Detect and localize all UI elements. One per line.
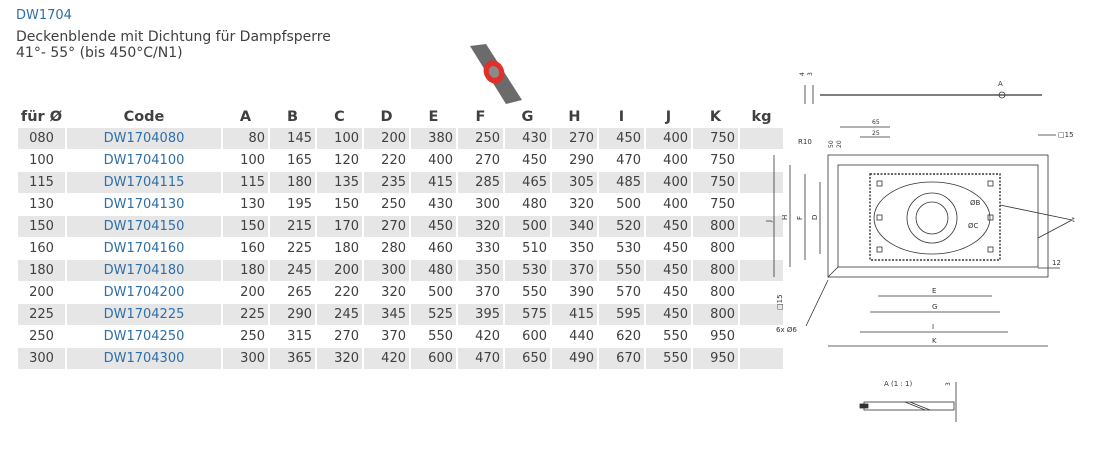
cell-a: 180 [223, 260, 268, 281]
col-header-k: K [709, 109, 722, 125]
cell-f: 320 [458, 216, 503, 237]
cell-b: 290 [270, 304, 315, 325]
cell-diameter: 150 [18, 216, 65, 237]
cell-j: 400 [646, 172, 691, 193]
cell-f: 350 [458, 260, 503, 281]
cell-code[interactable]: DW1704225 [67, 304, 221, 325]
cell-b: 145 [270, 128, 315, 149]
cell-k: 800 [693, 260, 738, 281]
label-d: D [811, 214, 819, 220]
label-dim-65: 65 [872, 119, 880, 126]
col-header-j: J [665, 109, 672, 125]
table-row [18, 150, 783, 171]
cell-k: 800 [693, 304, 738, 325]
cell-diameter: 160 [29, 241, 54, 256]
cell-g: 575 [505, 304, 550, 325]
cell-e: 380 [411, 128, 456, 149]
cell-j: 550 [646, 348, 691, 369]
cell-a: 130 [240, 197, 265, 212]
label-g: G [932, 303, 938, 311]
cell-b: 265 [287, 285, 312, 300]
table-row [18, 128, 783, 149]
mount-hole-6 [988, 247, 993, 252]
cell-d: 220 [381, 153, 406, 168]
label-sq15-top: □15 [1058, 131, 1074, 139]
product-image [466, 44, 524, 104]
col-header-e: E [428, 109, 439, 125]
cell-i: 470 [616, 153, 641, 168]
cell-diameter: 200 [29, 285, 54, 300]
cell-f: 420 [475, 329, 500, 344]
cell-c: 180 [334, 241, 359, 256]
col-header-f: F [475, 109, 486, 125]
cell-e: 460 [428, 241, 453, 256]
cell-code[interactable]: DW1704160 [103, 241, 185, 256]
cell-e: 500 [428, 285, 453, 300]
table-row [18, 194, 783, 215]
leader-t-2 [1038, 220, 1072, 238]
label-dim-50: 50 [828, 140, 835, 148]
cell-d: 235 [364, 172, 409, 193]
cell-i: 550 [599, 260, 644, 281]
table-header-row [18, 107, 783, 127]
cell-d: 270 [364, 216, 409, 237]
cell-e: 430 [428, 197, 453, 212]
cell-b: 315 [287, 329, 312, 344]
product-description [16, 29, 331, 61]
cell-i: 670 [599, 348, 644, 369]
description-line-1: Deckenblende mit Dichtung für Dampfsperre [16, 29, 331, 45]
cell-i: 450 [599, 128, 644, 149]
label-c: ØC [968, 222, 979, 230]
cell-b: 225 [287, 241, 312, 256]
cell-e: 480 [411, 260, 456, 281]
cell-d: 370 [381, 329, 406, 344]
cell-j: 450 [646, 260, 691, 281]
label-dim-4: 4 [799, 72, 806, 76]
cell-h: 390 [569, 285, 594, 300]
cell-j: 450 [663, 285, 688, 300]
table-row [18, 260, 783, 281]
cell-h: 490 [552, 348, 597, 369]
cell-diameter: 130 [29, 197, 54, 212]
cell-a: 225 [223, 304, 268, 325]
cell-h: 440 [569, 329, 594, 344]
cell-b: 165 [287, 153, 312, 168]
cell-h: 290 [569, 153, 594, 168]
table-row [18, 326, 783, 347]
cell-code[interactable]: DW1704130 [103, 197, 185, 212]
cell-f: 285 [458, 172, 503, 193]
cell-c: 150 [334, 197, 359, 212]
detail-end [860, 404, 868, 408]
cell-k: 750 [693, 128, 738, 149]
cell-f: 395 [458, 304, 503, 325]
cell-a: 80 [223, 128, 268, 149]
cell-d: 300 [364, 260, 409, 281]
label-holes: 6x Ø6 [776, 326, 797, 334]
label-e: E [932, 287, 937, 295]
col-header-h: H [568, 109, 581, 125]
table-row [18, 348, 783, 369]
cell-g: 600 [522, 329, 547, 344]
table-row [18, 172, 783, 193]
cell-e: 415 [411, 172, 456, 193]
cell-code[interactable]: DW1704250 [103, 329, 185, 344]
label-dim-12: 12 [1052, 259, 1061, 267]
label-dim-20: 20 [836, 140, 843, 148]
leader-holes [806, 280, 828, 326]
cell-code[interactable]: DW1704100 [103, 153, 185, 168]
cell-e: 550 [428, 329, 453, 344]
cell-d: 280 [381, 241, 406, 256]
cell-k: 950 [693, 348, 738, 369]
mount-hole-1 [877, 181, 882, 186]
cell-e: 400 [428, 153, 453, 168]
label-b: ØB [970, 199, 981, 207]
cell-g: 510 [522, 241, 547, 256]
cell-d: 250 [381, 197, 406, 212]
cell-code[interactable]: DW1704080 [67, 128, 221, 149]
label-t: t [1072, 216, 1075, 224]
cell-diameter: 180 [18, 260, 65, 281]
label-k: K [932, 337, 937, 345]
cell-i: 595 [599, 304, 644, 325]
cell-h: 370 [552, 260, 597, 281]
cell-h: 350 [569, 241, 594, 256]
section-detail [850, 372, 970, 432]
col-header-b: B [286, 109, 299, 125]
cell-c: 270 [334, 329, 359, 344]
table-row [18, 282, 783, 303]
cell-b: 195 [287, 197, 312, 212]
mount-hole-2 [988, 181, 993, 186]
col-header-code: Code [123, 109, 165, 125]
cell-i: 485 [599, 172, 644, 193]
cell-k: 750 [710, 197, 735, 212]
cell-code[interactable]: DW1704180 [67, 260, 221, 281]
label-dim-25: 25 [872, 130, 880, 137]
cell-i: 520 [599, 216, 644, 237]
cell-e: 525 [411, 304, 456, 325]
detail-title: A (1 : 1) [884, 380, 913, 388]
col-header-a: A [239, 109, 252, 125]
table-row [18, 304, 783, 325]
cell-h: 305 [552, 172, 597, 193]
cell-c: 200 [317, 260, 362, 281]
detail-dim: 3 [945, 382, 952, 386]
cell-a: 100 [240, 153, 265, 168]
cell-e: 600 [411, 348, 456, 369]
cell-code[interactable]: DW1704300 [67, 348, 221, 369]
cell-k: 800 [693, 216, 738, 237]
cell-f: 330 [475, 241, 500, 256]
mount-hole-3 [877, 215, 882, 220]
label-f: F [796, 215, 804, 220]
label-i: I [932, 323, 935, 331]
cell-f: 270 [475, 153, 500, 168]
col-header-g: G [521, 109, 534, 125]
pipe-circle-c [916, 202, 948, 234]
col-header-i: I [618, 109, 625, 125]
col-header-diameter: für Ø [20, 109, 63, 125]
cell-a: 115 [223, 172, 268, 193]
label-r10: R10 [798, 138, 812, 146]
cell-diameter: 115 [18, 172, 65, 193]
cell-c: 120 [334, 153, 359, 168]
plate-bevel [828, 267, 838, 277]
detail-seal-1 [905, 402, 925, 410]
col-header-c: C [334, 109, 345, 125]
label-sq15-side: □15 [776, 294, 784, 310]
cell-c: 170 [317, 216, 362, 237]
cell-c: 135 [317, 172, 362, 193]
cell-a: 300 [223, 348, 268, 369]
cell-code[interactable]: DW1704200 [103, 285, 185, 300]
cell-a: 200 [240, 285, 265, 300]
cell-c: 320 [317, 348, 362, 369]
cell-diameter: 250 [29, 329, 54, 344]
cell-h: 320 [569, 197, 594, 212]
cell-c: 245 [317, 304, 362, 325]
cell-h: 415 [552, 304, 597, 325]
cell-k: 800 [710, 241, 735, 256]
cell-h: 340 [552, 216, 597, 237]
cell-i: 620 [616, 329, 641, 344]
cell-g: 550 [522, 285, 547, 300]
mount-hole-4 [988, 215, 993, 220]
cell-b: 180 [270, 172, 315, 193]
cell-k: 750 [710, 153, 735, 168]
cell-g: 650 [505, 348, 550, 369]
technical-drawing [760, 60, 1080, 360]
cell-g: 530 [505, 260, 550, 281]
inner-plate [838, 165, 1038, 267]
pipe-circle-b [907, 193, 957, 243]
dimension-table [16, 106, 785, 370]
seal-plate [870, 174, 1000, 260]
label-h: H [781, 214, 789, 220]
col-header-d: D [380, 109, 393, 125]
cell-g: 450 [522, 153, 547, 168]
cell-f: 300 [475, 197, 500, 212]
cell-diameter: 080 [18, 128, 65, 149]
cell-j: 400 [646, 128, 691, 149]
table-row [18, 238, 783, 259]
cell-f: 370 [475, 285, 500, 300]
product-code: DW1704 [16, 8, 72, 23]
cell-b: 245 [270, 260, 315, 281]
cell-d: 200 [364, 128, 409, 149]
label-section-a: A [998, 80, 1003, 88]
cell-k: 800 [710, 285, 735, 300]
cell-b: 365 [270, 348, 315, 369]
cell-g: 480 [522, 197, 547, 212]
leader-t-1 [1000, 205, 1072, 220]
cell-j: 550 [663, 329, 688, 344]
cell-g: 430 [505, 128, 550, 149]
table-row [18, 216, 783, 237]
detail-seal-2 [910, 402, 930, 410]
cell-g: 465 [505, 172, 550, 193]
cell-e: 450 [411, 216, 456, 237]
cell-j: 450 [646, 216, 691, 237]
label-j: J [765, 219, 773, 222]
cell-d: 320 [381, 285, 406, 300]
col-header-kg: kg [751, 109, 772, 125]
cell-j: 400 [663, 153, 688, 168]
cell-d: 420 [364, 348, 409, 369]
cell-i: 570 [616, 285, 641, 300]
mount-hole-5 [877, 247, 882, 252]
cell-c: 100 [317, 128, 362, 149]
cell-f: 470 [458, 348, 503, 369]
table-body [18, 128, 783, 369]
cell-code[interactable]: DW1704115 [67, 172, 221, 193]
cell-d: 345 [364, 304, 409, 325]
cell-a: 150 [223, 216, 268, 237]
cell-j: 400 [663, 197, 688, 212]
cell-c: 220 [334, 285, 359, 300]
cell-diameter: 225 [18, 304, 65, 325]
cell-j: 450 [663, 241, 688, 256]
description-line-2: 41°- 55° (bis 450°C/N1) [16, 45, 183, 61]
cell-diameter: 300 [18, 348, 65, 369]
cell-b: 215 [270, 216, 315, 237]
cell-diameter: 100 [29, 153, 54, 168]
label-dim-3: 3 [807, 72, 814, 76]
cell-f: 250 [458, 128, 503, 149]
cell-h: 270 [552, 128, 597, 149]
cell-g: 500 [505, 216, 550, 237]
cell-i: 500 [616, 197, 641, 212]
cell-i: 530 [616, 241, 641, 256]
cell-a: 250 [240, 329, 265, 344]
cell-j: 450 [646, 304, 691, 325]
cell-k: 750 [693, 172, 738, 193]
cell-k: 950 [710, 329, 735, 344]
cell-a: 160 [240, 241, 265, 256]
cell-code[interactable]: DW1704150 [67, 216, 221, 237]
